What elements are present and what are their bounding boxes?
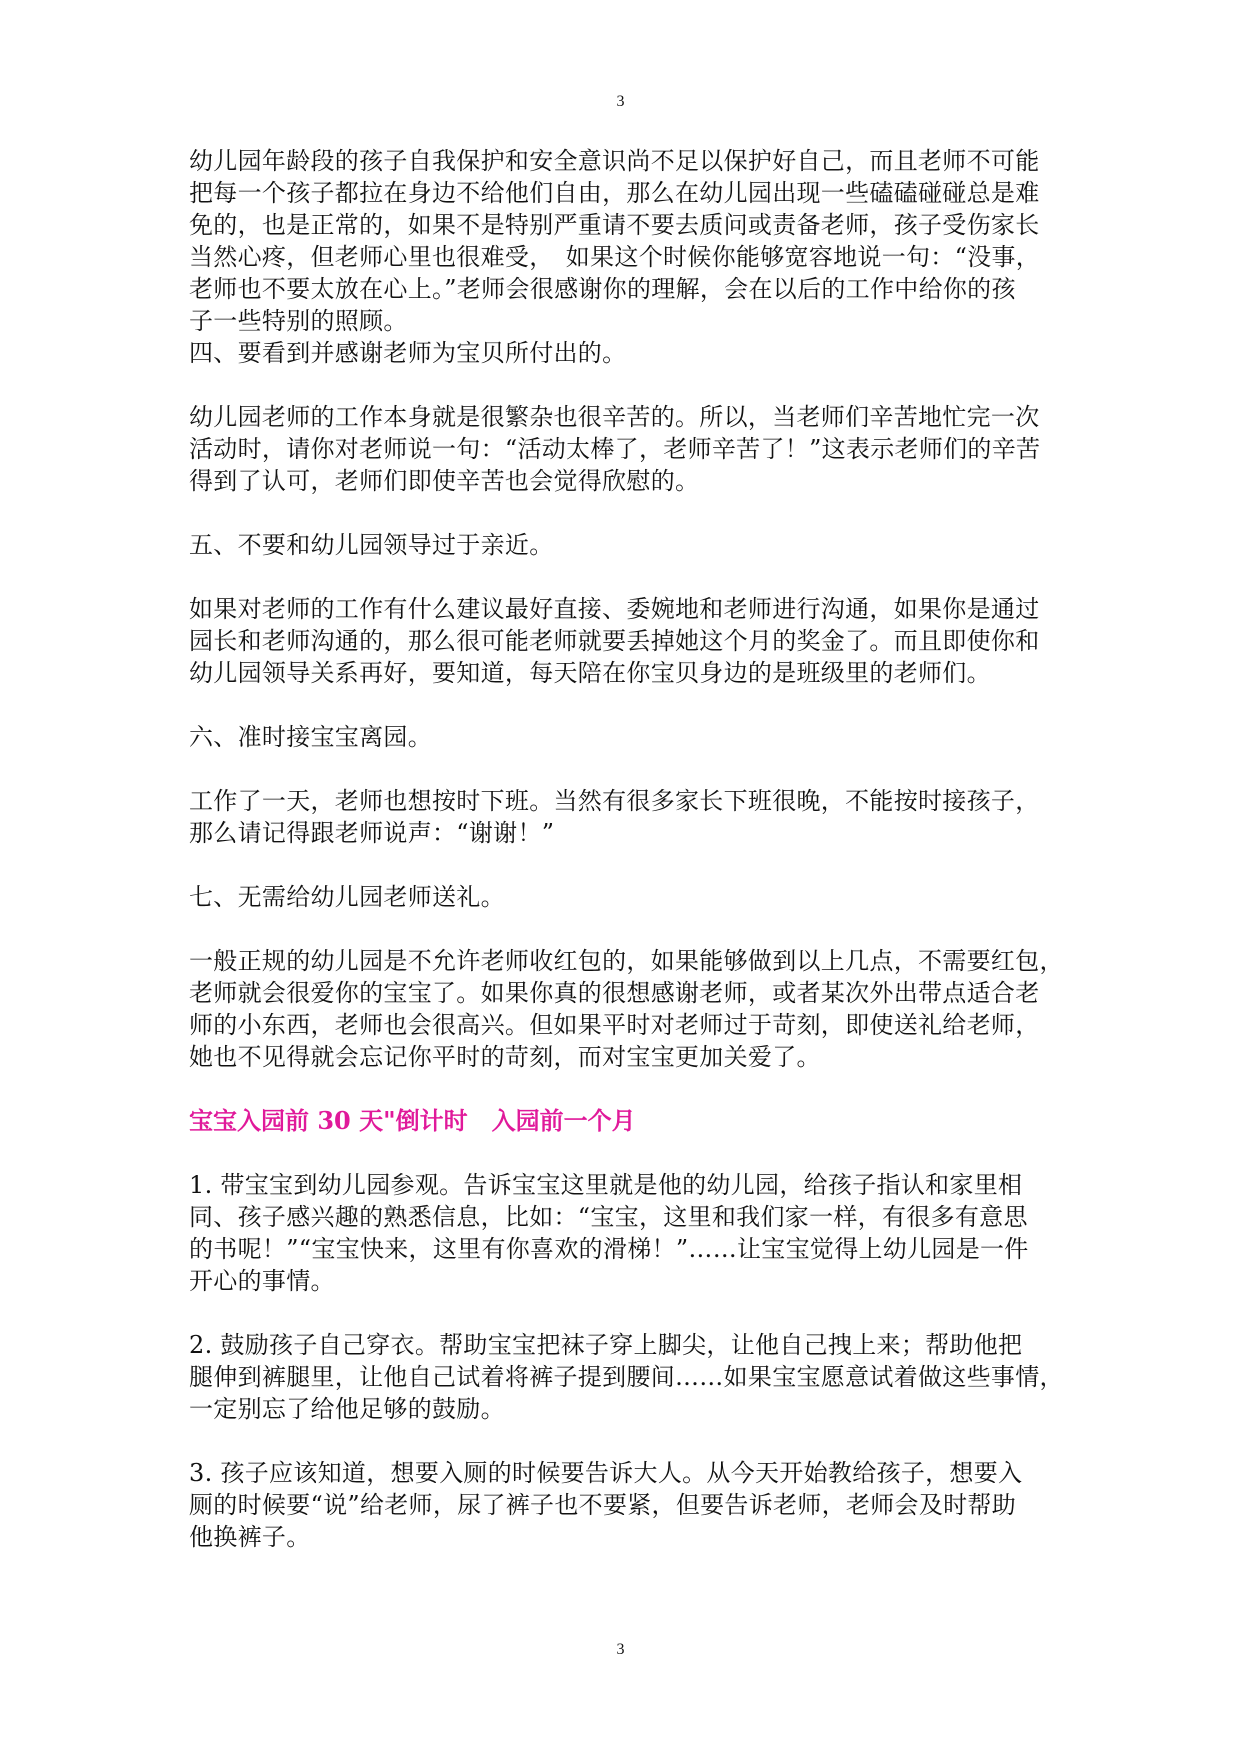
text-line: 那么请记得跟老师说声：“谢谢！” (189, 819, 555, 847)
paragraph (189, 337, 1057, 369)
paragraph (189, 881, 1057, 913)
text-line: 活动时，请你对老师说一句：“活动太棒了，老师辛苦了！”这表示老师们的辛苦 (189, 435, 1041, 463)
text-line: 子一些特别的照顾。 (189, 307, 408, 335)
paragraph-spacer (189, 369, 1057, 401)
text-line: 腿伸到裤腿里，让他自己试着将裤子提到腰间……如果宝宝愿意试着做这些事情， (189, 1363, 1064, 1391)
paragraph-spacer (189, 1137, 1057, 1169)
paragraph (189, 1457, 1057, 1553)
paragraph-spacer (189, 913, 1057, 945)
text-line: 3. 孩子应该知道，想要入厕的时候要告诉大人。从今天开始教给孩子，想要入 (189, 1459, 1023, 1487)
text-line: 同、孩子感兴趣的熟悉信息，比如：“宝宝，这里和我们家一样，有很多有意思 (189, 1203, 1028, 1231)
paragraph (189, 145, 1057, 337)
paragraph (189, 785, 1057, 849)
paragraph (189, 401, 1057, 497)
paragraph-spacer (189, 753, 1057, 785)
text-line: 六、准时接宝宝离园。 (189, 723, 432, 751)
paragraph (189, 1169, 1057, 1297)
paragraph-spacer (189, 849, 1057, 881)
document-body (189, 145, 1064, 1553)
text-line: 厕的时候要“说”给老师，尿了裤子也不要紧，但要告诉老师，老师会及时帮助 (189, 1491, 1017, 1519)
text-line: 幼儿园老师的工作本身就是很繁杂也很辛苦的。所以，当老师们辛苦地忙完一次 (189, 403, 1040, 431)
paragraph (189, 1329, 1064, 1425)
text-line: 2. 鼓励孩子自己穿衣。帮助宝宝把袜子穿上脚尖，让他自己拽上来；帮助他把 (189, 1331, 1023, 1359)
text-line: 得到了认可，老师们即使辛苦也会觉得欣慰的。 (189, 467, 700, 495)
text-line: 1. 带宝宝到幼儿园参观。告诉宝宝这里就是他的幼儿园，给孩子指认和家里相 (189, 1171, 1023, 1199)
paragraph (189, 945, 1064, 1073)
text-line: 老师也不要太放在心上。”老师会很感谢你的理解，会在以后的工作中给你的孩 (189, 275, 1016, 303)
text-line: 工作了一天，老师也想按时下班。当然有很多家长下班很晚，不能按时接孩子， (189, 787, 1040, 815)
text-line: 园长和老师沟通的，那么很可能老师就要丢掉她这个月的奖金了。而且即使你和 (189, 627, 1040, 655)
page-number-top: 3 (616, 93, 625, 110)
paragraph (189, 529, 1057, 561)
text-line: 幼儿园领导关系再好，要知道，每天陪在你宝贝身边的是班级里的老师们。 (189, 659, 991, 687)
paragraph-spacer (189, 561, 1057, 593)
text-line: 把每一个孩子都拉在身边不给他们自由，那么在幼儿园出现一些磕磕碰碰总是难 (189, 179, 1040, 207)
paragraph-spacer (189, 689, 1057, 721)
paragraph-spacer (189, 1073, 1057, 1105)
text-line: 幼儿园年龄段的孩子自我保护和安全意识尚不足以保护好自己，而且老师不可能 (189, 147, 1040, 175)
text-line: 开心的事情。 (189, 1267, 335, 1295)
text-line: 七、无需给幼儿园老师送礼。 (189, 883, 505, 911)
text-line: 当然心疼，但老师心里也很难受， 如果这个时候你能够宽容地说一句：“没事， (189, 243, 1041, 271)
text-line: 四、要看到并感谢老师为宝贝所付出的。 (189, 339, 627, 367)
text-line: 师的小东西，老师也会很高兴。但如果平时对老师过于苛刻，即使送礼给老师， (189, 1011, 1040, 1039)
paragraph-spacer (189, 1425, 1057, 1457)
text-line: 免的，也是正常的，如果不是特别严重请不要去质问或责备老师，孩子受伤家长 (189, 211, 1040, 239)
paragraph (189, 721, 1057, 753)
paragraph-spacer (189, 1297, 1057, 1329)
text-line: 他换裤子。 (189, 1523, 311, 1551)
text-line: 她也不见得就会忘记你平时的苛刻，而对宝宝更加关爱了。 (189, 1043, 821, 1071)
paragraph (189, 593, 1057, 689)
text-line: 老师就会很爱你的宝宝了。如果你真的很想感谢老师，或者某次外出带点适合老 (189, 979, 1040, 1007)
paragraph-spacer (189, 497, 1057, 529)
text-line: 的书呢！”“宝宝快来，这里有你喜欢的滑梯！”……让宝宝觉得上幼儿园是一件 (189, 1235, 1029, 1263)
text-line: 一般正规的幼儿园是不允许老师收红包的，如果能够做到以上几点，不需要红包， (189, 947, 1064, 975)
section-heading: 宝宝入园前 30 天"倒计时 入园前一个月 (189, 1106, 636, 1135)
text-line: 如果对老师的工作有什么建议最好直接、委婉地和老师进行沟通，如果你是通过 (189, 595, 1040, 623)
text-line: 五、不要和幼儿园领导过于亲近。 (189, 531, 554, 559)
text-line: 一定别忘了给他足够的鼓励。 (189, 1395, 505, 1423)
page-number-bottom: 3 (616, 1641, 625, 1658)
